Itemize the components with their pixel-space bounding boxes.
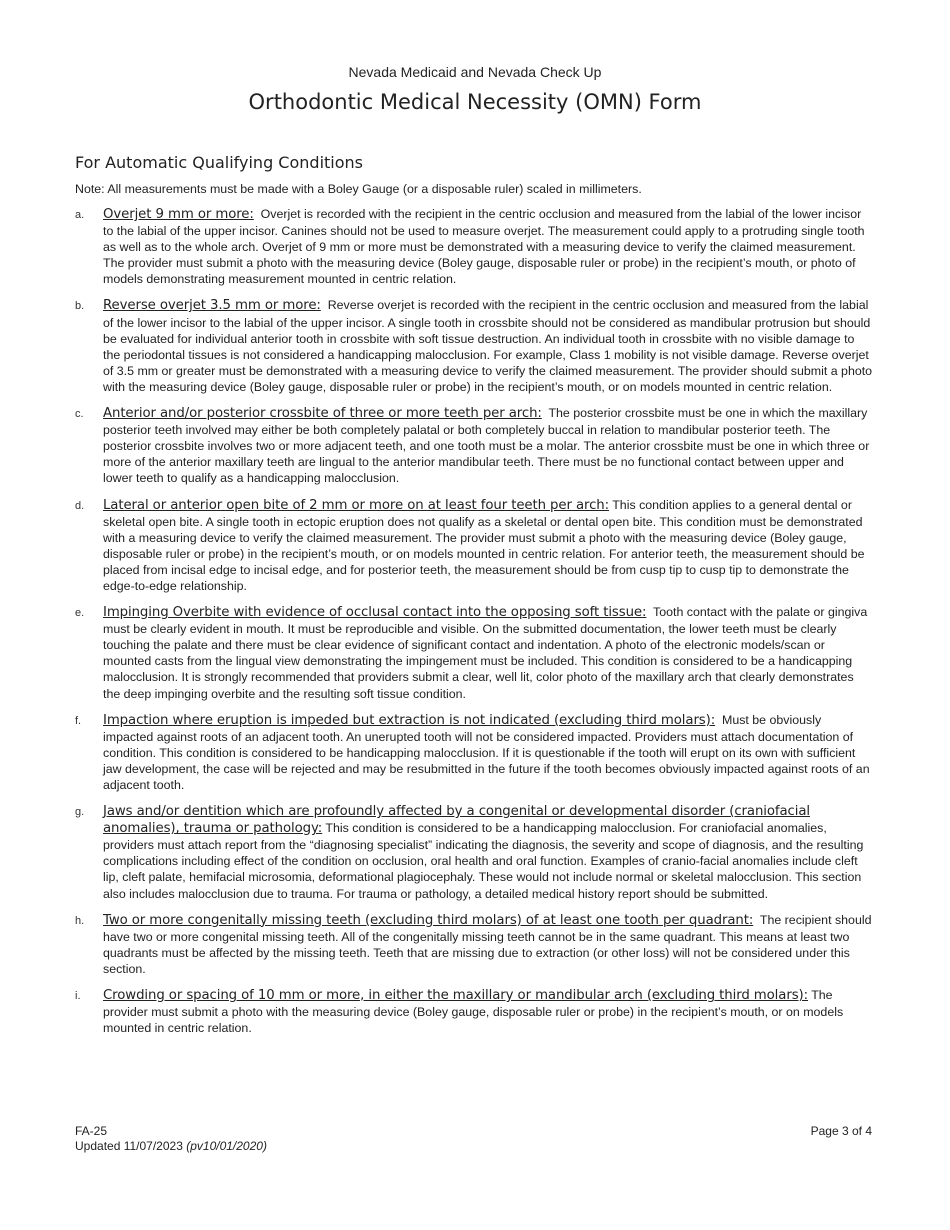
item-letter: c. xyxy=(75,408,84,421)
item-letter: d. xyxy=(75,499,85,512)
footer-form-info xyxy=(75,1124,267,1154)
item-letter: e. xyxy=(75,607,85,620)
revision-line xyxy=(75,1139,267,1154)
item-letter: h. xyxy=(75,914,85,927)
item-heading: Two or more congenitally missing teeth (excluding third molars) of at least one tooth per quadrant: xyxy=(103,912,754,928)
item-heading: Impinging Overbite with evidence of occlusal contact into the opposing soft tissue: xyxy=(103,605,647,621)
condition-item-a xyxy=(75,206,873,287)
condition-item-d xyxy=(75,497,873,595)
item-letter: b. xyxy=(75,300,85,313)
measurement-note: Note: All measurements must be made with a Boley Gauge (or a disposable ruler) scaled in millimeters. xyxy=(75,182,642,196)
item-heading: Anterior and/or posterior crossbite of three or more teeth per arch: xyxy=(103,406,542,422)
form-id: FA-25 xyxy=(75,1124,108,1138)
page-number: Page 3 of 4 xyxy=(810,1124,872,1138)
item-heading: Crowding or spacing of 10 mm or more, in either the maxillary or mandibular arch (excluding third molars): xyxy=(103,988,808,1004)
condition-item-b xyxy=(75,297,873,395)
item-letter: i. xyxy=(75,990,81,1003)
item-body: The posterior crossbite must be one in which the maxillary posterior teeth involved may either be both completely palatal or both completely buccal in relation to mandibular posterior teeth. The posterior crossbite involves two or more adjacent teeth, and one tooth must be a molar. The anterior crossbite must be one in which three or more of the anterior maxillary teeth are lingual to the anterior mandibular teeth. There must be no functional contact between upper and lower teeth to qualify as a handicapping malocclusion. xyxy=(103,406,870,486)
item-heading: Impaction where eruption is impeded but extraction is not indicated (excluding third molars): xyxy=(103,712,716,728)
item-body: The recipient should have two or more congenital missing teeth. All of the congenitally missing teeth cannot be in the same quadrant. This means at least two quadrants must be affected by the missing teeth. Teeth that are missing due to extraction (or other loss) will not be considered under this section. xyxy=(103,912,872,976)
item-heading: Jaws and/or dentition which are profoundly affected by a congenital or developmental disorder (craniofacial anomalies), trauma or pathology: xyxy=(103,804,811,837)
condition-list xyxy=(75,206,873,1046)
item-letter: f. xyxy=(75,714,82,727)
previous-version: (pv10/01/2020) xyxy=(186,1139,267,1153)
updated-date: Updated 11/07/2023 xyxy=(75,1139,183,1153)
section-heading: For Automatic Qualifying Conditions xyxy=(75,153,363,172)
item-heading: Reverse overjet 3.5 mm or more: xyxy=(103,298,321,314)
item-body: Tooth contact with the palate or gingiva must be clearly evident in mouth. It must be reproducible and visible. On the submitted documentation, the lower teeth must be clearly touching the palate and there must be clear evidence of significant contact and indentation. A photo of the electronic models/scan or mounted casts from the lingual view demonstrating the impingement must be included. This condition is considered to be a handicapping malocclusion. It is strongly recommended that providers submit a clear, well lit, color photo of the maxillary arch that clearly demonstrates the deep impinging overbite and the resulting soft tissue condition. xyxy=(103,605,868,701)
condition-item-i xyxy=(75,987,873,1036)
condition-item-h xyxy=(75,912,873,977)
condition-item-f xyxy=(75,712,873,793)
item-body: This condition applies to a general dental or skeletal open bite. A single tooth in ectopic eruption does not qualify as a skeletal or dental open bite. This condition must be demonstrated with a measuring device to verify the claimed measurement. The provider must submit a photo with the measuring device (Boley gauge, disposable ruler or probe) in the recipient’s mouth, or on models mounted in centric relation. For anterior teeth, the measurement should be placed from incisal edge to incisal edge, and for posterior teeth, the measurement should be from cusp tip to cusp tip to demonstrate the edge-to-edge relationship. xyxy=(103,497,865,593)
item-body: This condition is considered to be a handicapping malocclusion. For craniofacial anomalies, providers must attach report from the “diagnosing specialist” indicating the diagnosis, the severity and scope of diagnosis, and the resulting complications including effect of the condition on occlusion, oral health and oral function. Examples of cranio-facial anomalies include cleft lip, cleft palate, hemifacial microsomia, deformational plagiocephaly. These would not include normal or skeletal malocclusion. This section also includes malocclusion due to trauma. For trauma or pathology, a detailed medical history report should be submitted. xyxy=(103,821,864,901)
condition-item-e xyxy=(75,604,873,702)
item-letter: a. xyxy=(75,209,85,221)
agency-name: Nevada Medicaid and Nevada Check Up xyxy=(348,64,602,80)
item-body: Must be obviously impacted against roots of an adjacent tooth. An unerupted tooth will not be considered impacted. Providers must attach documentation of condition. This condition is considered to be handicapping malocclusion. If it is questionable if the tooth will erupt on its own with sufficient jaw development, the case will be rejected and may be resubmitted in the future if the tooth becomes obviously impacted against roots of an adjacent tooth. xyxy=(103,712,870,792)
condition-item-c xyxy=(75,405,873,486)
item-letter: g. xyxy=(75,806,85,819)
item-heading: Overjet 9 mm or more: xyxy=(103,207,254,222)
item-body: Reverse overjet is recorded with the recipient in the centric occlusion and measured from the labial of the lower incisor to the labial of the upper incisor. A single tooth in crossbite should not be considered as mandibular protrusion but should be evaluated for individual anterior tooth in crossbite with soft tissue destruction. An individual tooth in crossbite with no visible damage to the periodontal tissues is not considered a handicapping malocclusion. For example, Class 1 mobility is not visible damage. Reverse overjet of 3.5 mm or greater must be demonstrated with a measuring device to verify the claimed measurement. The provider should submit a photo with the measuring device (Boley gauge, disposable ruler or probe) in the recipient’s mouth, or on models mounted in centric relation. xyxy=(103,298,873,394)
item-body: The provider must submit a photo with the measuring device (Boley gauge, disposable ruler or probe) in the recipient’s mouth, or on models mounted in centric relation. xyxy=(103,988,844,1036)
condition-item-g xyxy=(75,803,873,902)
item-heading: Lateral or anterior open bite of 2 mm or more on at least four teeth per arch: xyxy=(103,497,610,513)
page-title: Orthodontic Medical Necessity (OMN) Form xyxy=(248,90,702,114)
item-body: Overjet is recorded with the recipient in the centric occlusion and measured from the labial of the lower incisor to the labial of the upper incisor. Canines should not be used to measure overjet. The measurement could apply to a protruding single tooth as well as to the whole arch. Overjet of 9 mm or more must be demonstrated with a measuring device to verify the claimed measurement. The provider must submit a photo with the measuring device (Boley gauge, disposable ruler or probe) in the recipient’s mouth, or photo of models demonstrating measurement mounted in centric relation. xyxy=(103,207,865,287)
